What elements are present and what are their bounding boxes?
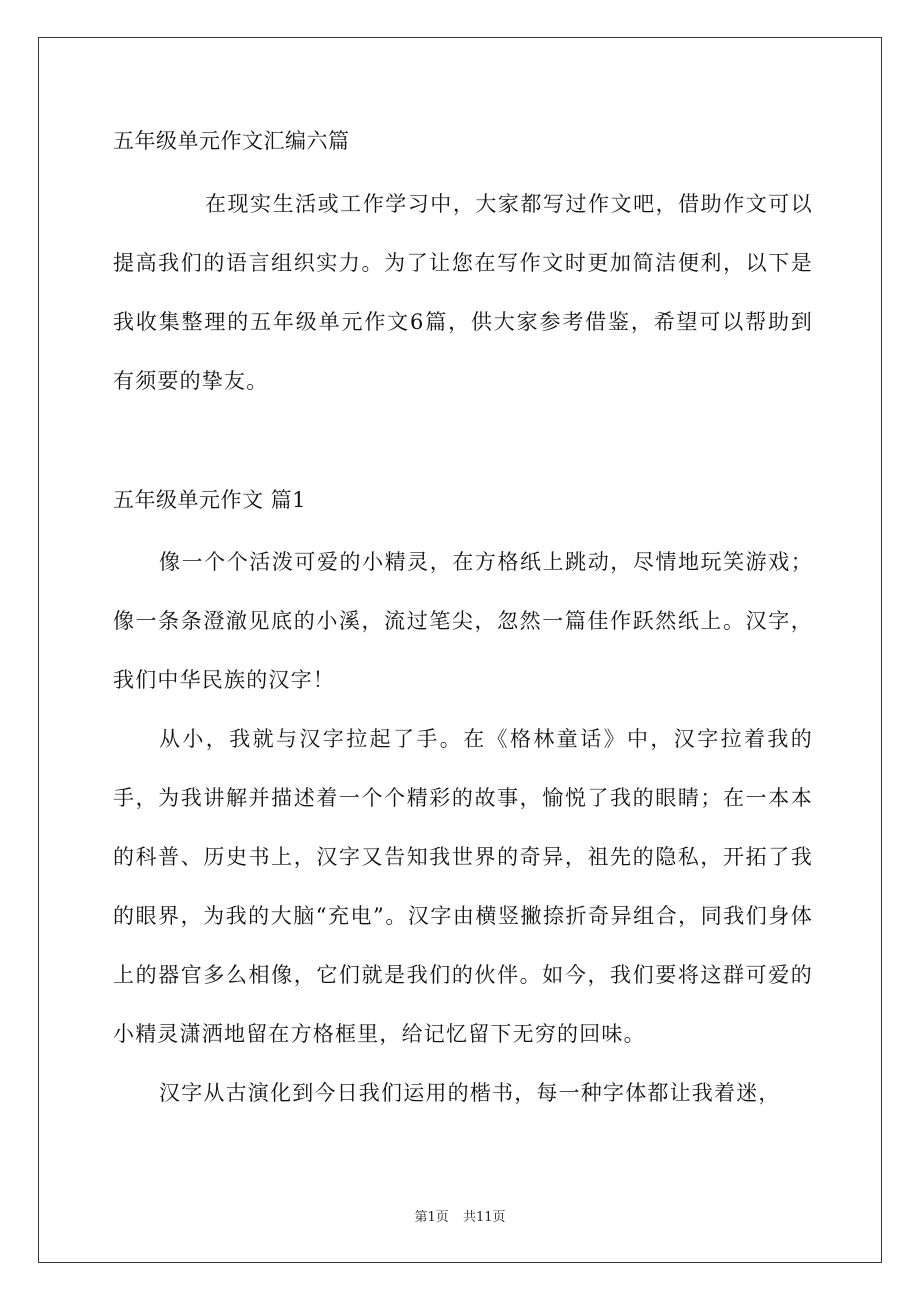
document-body [113,118,813,1123]
page-total: 共11页 [462,1210,506,1225]
body-paragraph-2: 从小，我就与汉字拉起了手。在《格林童话》中，汉字拉着我的手，为我讲解并描述着一个个精彩的故事，愉悦了我的眼睛；在一本本的科普、历史书上，汉字又告知我世界的奇异，祖先的隐私，开拓了我的眼界，为我的大脑“充电”。汉字由横竖撇捺折奇异组合，同我们身体上的器官多么相像，它们就是我们的伙伴。如今，我们要将这群可爱的小精灵潇洒地留在方格框里，给记忆留下无穷的回味。 [113,727,813,1046]
intro-paragraph: 在现实生活或工作学习中，大家都写过作文吧，借助作文可以提高我们的语言组织实力。为了让您在写作文时更加简洁便利，以下是我收集整理的五年级单元作文6篇，供大家参考借鉴，希望可以帮助到有须要的挚友。 [113,192,813,393]
body-paragraph-1: 像一个个活泼可爱的小精灵，在方格纸上跳动，尽情地玩笑游戏；像一条条澄澈见底的小溪，流过笔尖，忽然一篇佳作跃然纸上。汉字，我们中华民族的汉字！ [113,550,813,692]
page-footer [0,1206,920,1225]
body-paragraph-3: 汉字从古演化到今日我们运用的楷书，每一种字体都让我着迷， [159,1081,781,1105]
document-title: 五年级单元作文汇编六篇 [113,129,350,153]
page-number: 第1页 [414,1210,449,1225]
section-title: 五年级单元作文 篇1 [113,488,307,512]
